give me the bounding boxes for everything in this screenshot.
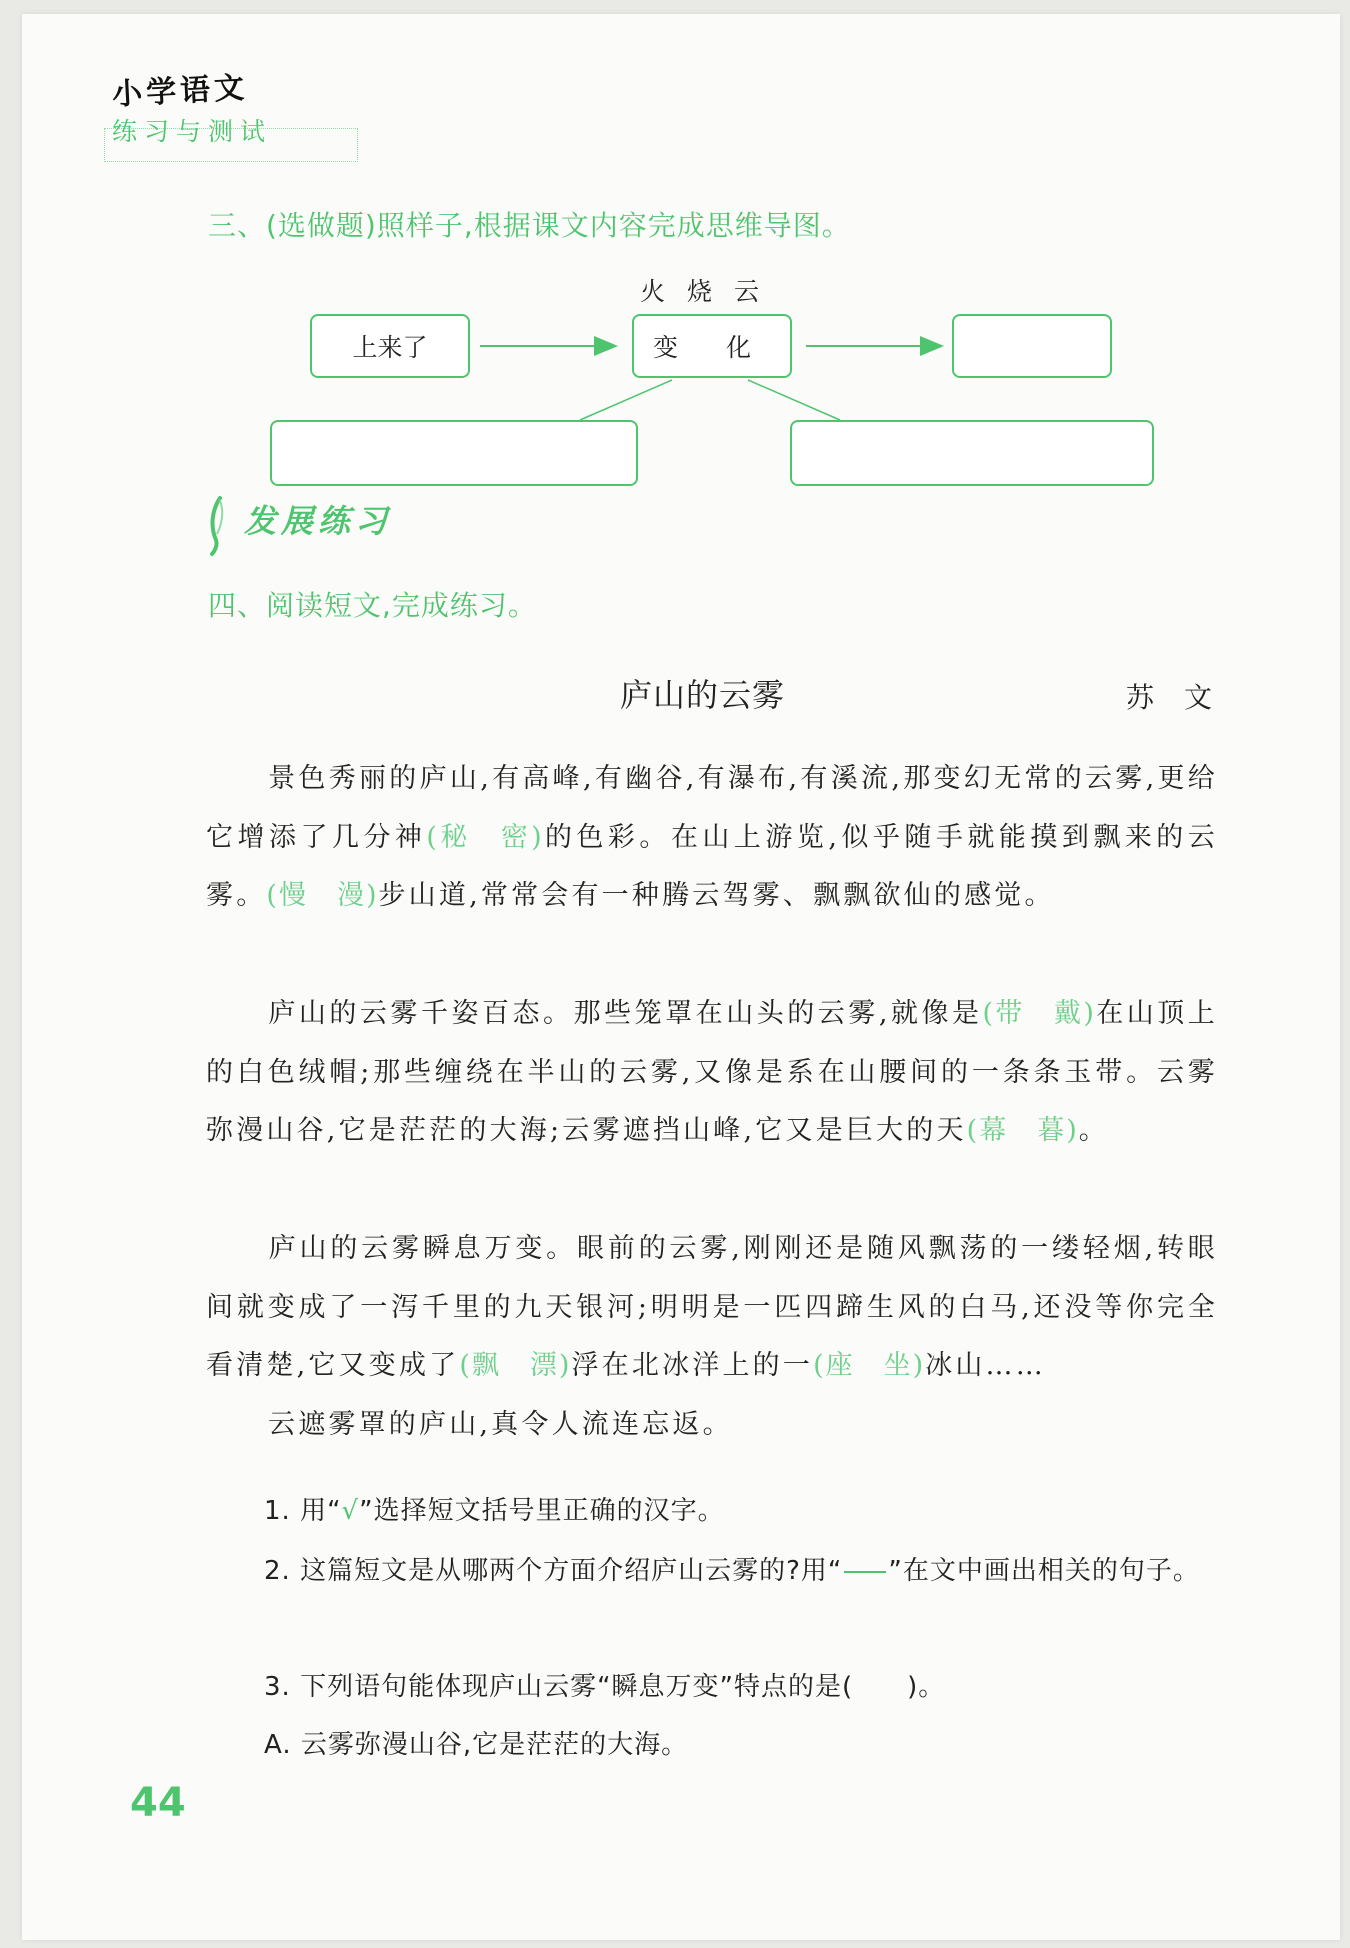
underline-mark-icon	[844, 1571, 886, 1573]
book-subtitle: 练习与测试	[112, 117, 273, 146]
word-choice-bracket[interactable]: (慢 漫)	[266, 880, 379, 911]
mindmap-box-bottom-left-blank[interactable]	[270, 420, 638, 486]
paragraph-3: 庐山的云雾瞬息万变。眼前的云雾,刚刚还是随风飘荡的一缕轻烟,转眼间就变成了一泻千里的九天银河;明明是一匹四蹄生风的白马,还没等你完全看清楚,它又变成了(飘 漂)浮在北冰洋上的一(座 坐)冰山……	[206, 1233, 1218, 1381]
mindmap-box-bottom-right-blank[interactable]	[790, 420, 1154, 486]
option-a[interactable]: A. 云雾弥漫山谷,它是茫茫的大海。	[264, 1730, 689, 1760]
branch-line-right	[748, 380, 840, 420]
paragraph-4: 云遮雾罩的庐山,真令人流连忘返。	[268, 1409, 733, 1440]
section4-heading: 四、阅读短文,完成练习。	[208, 589, 537, 622]
mindmap-title: 火烧云	[640, 277, 782, 306]
section3-heading: 三、(选做题)照样子,根据课文内容完成思维导图。	[208, 209, 851, 242]
checkmark-icon: √	[341, 1496, 360, 1526]
question-3: 3. 下列语句能体现庐山云雾“瞬息万变”特点的是( )。	[264, 1672, 946, 1702]
mindmap-box-left: 上来了	[310, 314, 470, 378]
article-title: 庐山的云雾	[620, 676, 786, 714]
word-choice-bracket[interactable]: (飘 漂)	[459, 1350, 572, 1381]
word-choice-bracket[interactable]: (带 戴)	[982, 998, 1096, 1029]
book-title: 小学语文	[111, 70, 250, 113]
word-choice-bracket[interactable]: (幕 暮)	[966, 1115, 1079, 1146]
page-number: 44	[130, 1780, 186, 1826]
word-choice-bracket[interactable]: (秘 密)	[426, 821, 544, 853]
paragraph-2: 庐山的云雾千姿百态。那些笼罩在山头的云雾,就像是(带 戴)在山顶上的白色绒帽;那些缠绕在半山的云雾,又像是系在山腰间的一条条玉带。云雾弥漫山谷,它是茫茫的大海;云雾遮挡山峰,它又是巨大的天(幕 暮)。	[206, 998, 1218, 1146]
development-heading: 发展练习	[244, 502, 393, 540]
question-1: 1. 用“√”选择短文括号里正确的汉字。	[264, 1496, 725, 1526]
branch-line-left	[580, 380, 672, 420]
article-author: 苏文	[1126, 681, 1243, 714]
question-2: 2. 这篇短文是从哪两个方面介绍庐山云雾的?用“ ”在文中画出相关的句子。	[264, 1556, 1200, 1586]
word-choice-bracket[interactable]: (座 坐)	[813, 1350, 926, 1381]
mindmap-box-right-blank[interactable]	[952, 314, 1112, 378]
leaf-icon	[208, 496, 226, 556]
paragraph-1: 景色秀丽的庐山,有高峰,有幽谷,有瀑布,有溪流,那变幻无常的云雾,更给它增添了几分神(秘 密)的色彩。在山上游览,似乎随手就能摸到飘来的云雾。(慢 漫)步山道,常常会有一种腾云驾雾、飘飘欲仙的感觉。	[206, 763, 1218, 911]
mindmap-box-center: 变 化	[632, 314, 792, 378]
